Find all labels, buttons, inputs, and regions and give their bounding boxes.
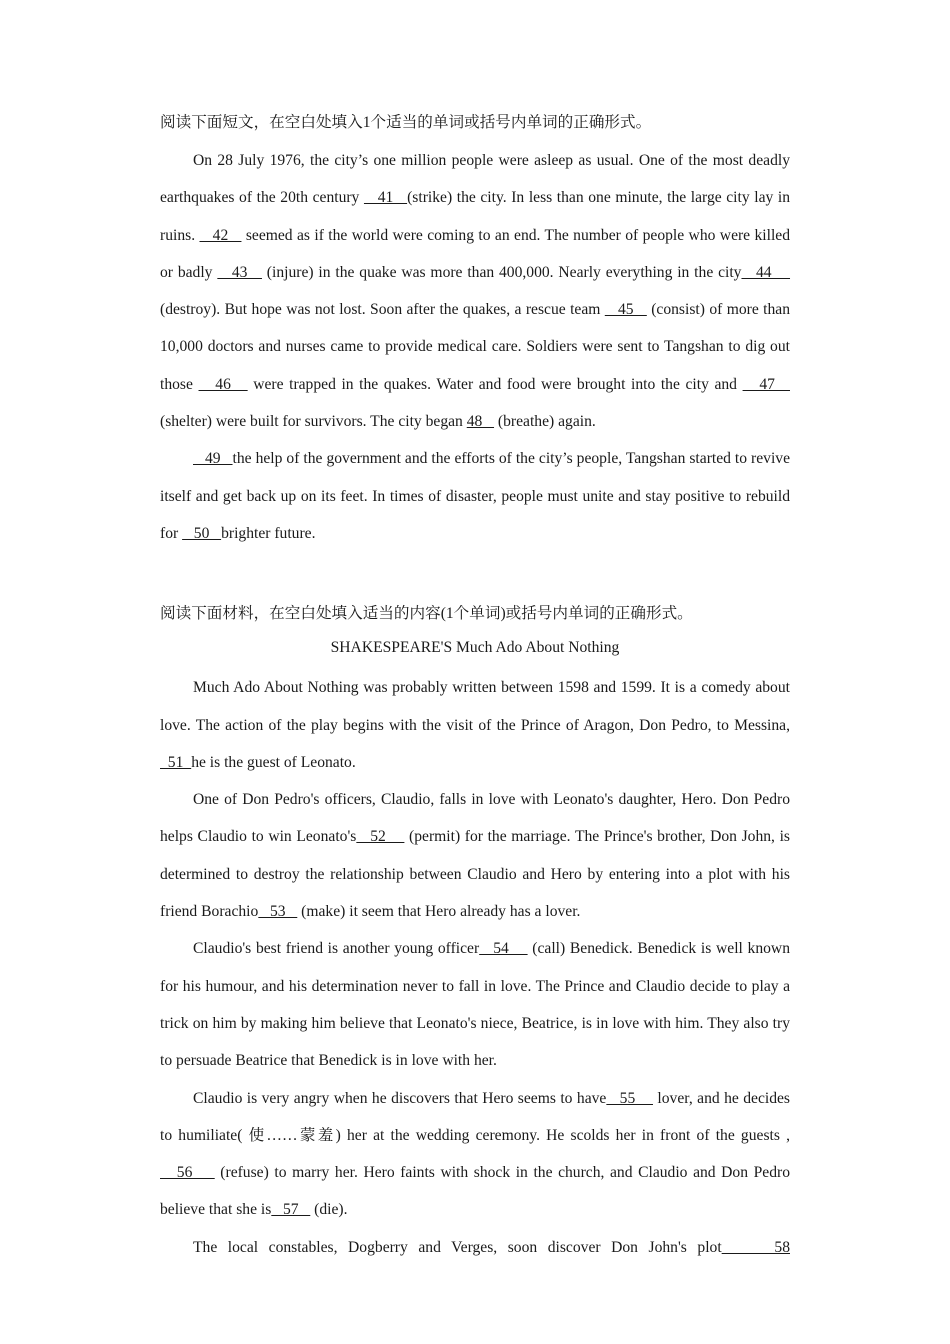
- section2-title: SHAKESPEARE'S Much Ado About Nothing: [330, 639, 620, 657]
- blank-44: 44: [741, 263, 791, 281]
- blank-53: 53: [258, 903, 298, 921]
- blank-56: 56: [160, 1164, 215, 1182]
- section2-paragraph-5: The local constables, Dogberry and Verges, soon discover Don John's plot 58: [193, 1238, 790, 1256]
- document-page: [160, 110, 790, 1266]
- blank-46: 46: [198, 375, 248, 393]
- blank-55: 55: [606, 1089, 653, 1107]
- section2-paragraph-4: Claudio is very angry when he discovers that Hero seems to have 55 lover, and he decides to humiliate( 使……蒙羞) her at the wedding ceremony. He scolds her in front of the guests , 56 (refuse) to marry her. Hero faints with shock in the church, and Claudio and Don Pedro believe that she is 57 (die).: [160, 1089, 790, 1219]
- section2-paragraph-2: One of Don Pedro's officers, Claudio, falls in love with Leonato's daughter, Hero. Don Pedro helps Claudio to win Leonato's 52 (permit) for the marriage. The Prince's brother, Don John, is determined to destroy the relationship between Claudio and Hero by entering into a plot with his friend Borachio 53 (make) it seem that Hero already has a lover.: [160, 791, 790, 921]
- blank-57: 57: [271, 1201, 311, 1219]
- section2-instruction: 阅读下面材料，在空白处填入适当的内容(1个单词)或括号内单词的正确形式。: [160, 605, 693, 623]
- blank-47: 47: [742, 375, 790, 393]
- section2-paragraph-3: Claudio's best friend is another young officer 54 (call) Benedick. Benedick is well known for his humour, and his determination never to fall in love. The Prince and Claudio decide to play a trick on him by making him believe that Leonato's niece, Beatrice, is in love with him. They also try to persuade Beatrice that Benedick is in love with her.: [160, 940, 790, 1070]
- blank-49: 49: [193, 450, 233, 468]
- section1-paragraph-1: On 28 July 1976, the city’s one million people were asleep as usual. One of the most deadly earthquakes of the 20th century 41 (strike) the city. In less than one minute, the large city lay in ruins. 42 seemed as if the world were coming to an end. The number of people who were killed or badly 43 (injure) in the quake was more than 400,000. Nearly everything in the city 44 (destroy). But hope was not lost. Soon after the quakes, a rescue team 45 (consist) of more than 10,000 doctors and nurses came to provide medical care. Soldiers were sent to Tangshan to dig out those 46 were trapped in the quakes. Water and food were brought into the city and 47 (shelter) were built for survivors. The city began 48 (breathe) again.: [160, 152, 791, 431]
- blank-51: 51: [160, 753, 192, 771]
- blank-41: 41: [363, 189, 408, 207]
- blank-58: 58: [721, 1238, 790, 1256]
- blank-54: 54: [479, 940, 528, 958]
- section1-paragraph-2: 49 the help of the government and the efforts of the city’s people, Tangshan started to revive itself and get back up on its feet. In times of disaster, people must unite and stay positive to rebuild for 50 brighter future.: [160, 450, 791, 542]
- blank-45: 45: [604, 301, 647, 319]
- section2-paragraph-1: Much Ado About Nothing was probably written between 1598 and 1599. It is a comedy about love. The action of the play begins with the visit of the Prince of Aragon, Don Pedro, to Messina, 51 he is the guest of Leonato.: [160, 679, 790, 771]
- blank-42: 42: [199, 226, 242, 244]
- blank-50: 50: [182, 524, 222, 542]
- blank-43: 43: [217, 263, 262, 281]
- blank-52: 52: [356, 828, 405, 846]
- section1-instruction: 阅读下面短文，在空白处填入1个适当的单词或括号内单词的正确形式。: [160, 114, 652, 131]
- blank-48: 48: [466, 413, 495, 431]
